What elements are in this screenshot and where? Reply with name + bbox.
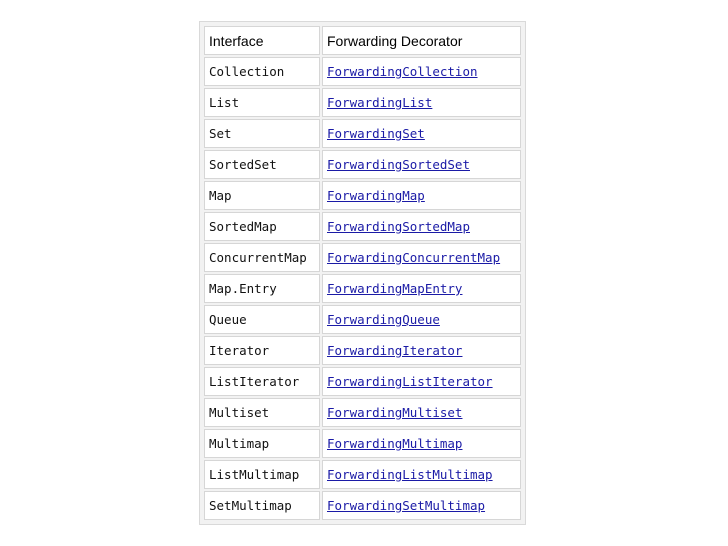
forwarding-decorators-table (202, 24, 523, 522)
decorator-cell (322, 305, 521, 334)
interface-cell: List (204, 88, 320, 117)
decorator-cell (322, 460, 521, 489)
interface-cell: Map.Entry (204, 274, 320, 303)
decorator-cell (322, 491, 521, 520)
interface-cell: Queue (204, 305, 320, 334)
interface-cell: SortedMap (204, 212, 320, 241)
decorator-link[interactable]: ForwardingCollection (327, 64, 478, 79)
interface-cell: Collection (204, 57, 320, 86)
interface-cell: ListMultimap (204, 460, 320, 489)
table-row (204, 150, 521, 179)
table-row (204, 491, 521, 520)
table-row (204, 336, 521, 365)
decorator-link[interactable]: ForwardingSet (327, 126, 425, 141)
decorator-cell (322, 181, 521, 210)
decorator-cell (322, 119, 521, 148)
interface-cell: Multimap (204, 429, 320, 458)
table-row (204, 181, 521, 210)
decorator-link[interactable]: ForwardingQueue (327, 312, 440, 327)
table-row (204, 305, 521, 334)
interface-cell: ConcurrentMap (204, 243, 320, 272)
interface-cell: Map (204, 181, 320, 210)
table-header-row (204, 26, 521, 55)
decorator-link[interactable]: ForwardingConcurrentMap (327, 250, 501, 265)
interface-cell: SortedSet (204, 150, 320, 179)
decorator-link[interactable]: ForwardingSetMultimap (327, 498, 486, 513)
forwarding-decorators-table-container (199, 21, 526, 525)
decorator-link[interactable]: ForwardingSortedMap (327, 219, 470, 234)
decorator-link[interactable]: ForwardingList (327, 95, 433, 110)
interface-cell: Multiset (204, 398, 320, 427)
decorator-link[interactable]: ForwardingIterator (327, 343, 463, 358)
table-row (204, 212, 521, 241)
interface-cell: Iterator (204, 336, 320, 365)
decorator-link[interactable]: ForwardingMultimap (327, 436, 463, 451)
decorator-link[interactable]: ForwardingMultiset (327, 405, 463, 420)
decorator-cell (322, 336, 521, 365)
decorator-cell (322, 243, 521, 272)
table-row (204, 460, 521, 489)
table-row (204, 367, 521, 396)
table-row (204, 398, 521, 427)
table-row (204, 429, 521, 458)
decorator-cell (322, 150, 521, 179)
table-row (204, 243, 521, 272)
interface-cell: SetMultimap (204, 491, 320, 520)
table-row (204, 57, 521, 86)
interface-cell: ListIterator (204, 367, 320, 396)
decorator-cell (322, 398, 521, 427)
decorator-cell (322, 57, 521, 86)
decorator-link[interactable]: ForwardingMapEntry (327, 281, 463, 296)
decorator-cell (322, 367, 521, 396)
decorator-link[interactable]: ForwardingMap (327, 188, 425, 203)
decorator-column-header: Forwarding Decorator (322, 26, 521, 55)
decorator-link[interactable]: ForwardingListIterator (327, 374, 493, 389)
decorator-cell (322, 88, 521, 117)
decorator-link[interactable]: ForwardingSortedSet (327, 157, 470, 172)
table-row (204, 274, 521, 303)
table-row (204, 119, 521, 148)
table-row (204, 88, 521, 117)
decorator-link[interactable]: ForwardingListMultimap (327, 467, 493, 482)
decorator-cell (322, 429, 521, 458)
decorator-cell (322, 274, 521, 303)
decorator-cell (322, 212, 521, 241)
interface-column-header: Interface (204, 26, 320, 55)
interface-cell: Set (204, 119, 320, 148)
